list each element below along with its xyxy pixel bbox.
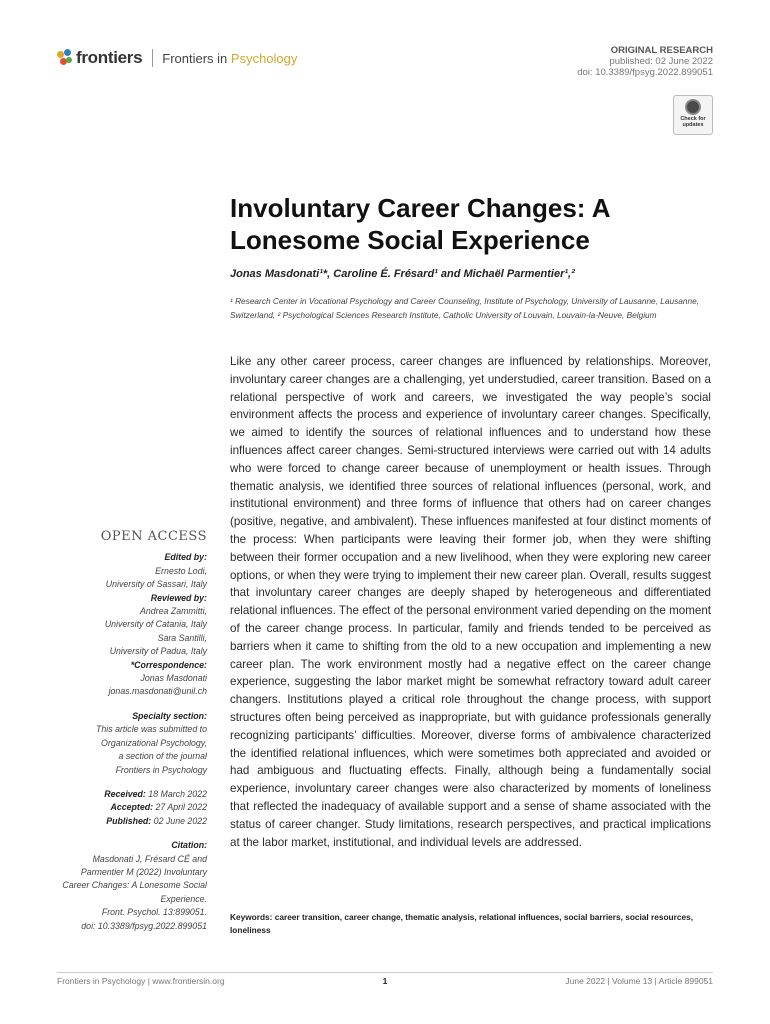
footer-journal-link[interactable]: Frontiers in Psychology | www.frontiersin.org <box>57 976 225 986</box>
article-authors: Jonas Masdonati¹*, Caroline É. Frésard¹ and Michaël Parmentier¹,² <box>230 268 575 280</box>
check-for-updates-icon <box>685 99 701 115</box>
citation-text: Experience. <box>160 893 207 904</box>
reviewer-name: Sara Santilli, <box>157 632 207 643</box>
journal-prefix: Frontiers in <box>162 50 231 66</box>
specialty-text: This article was submitted to <box>96 724 207 735</box>
article-sidebar <box>40 530 207 933</box>
published-label: Published: <box>106 815 152 826</box>
reviewer-affiliation: University of Catania, Italy <box>104 619 207 630</box>
published-value: 02 June 2022 <box>151 815 207 826</box>
citation-text: Parmentier M (2022) Involuntary <box>80 866 207 877</box>
article-meta <box>577 45 713 78</box>
keywords-label: Keywords: <box>230 912 273 922</box>
brand-header <box>57 47 297 69</box>
citation-doi[interactable]: doi: 10.3389/fpsyg.2022.899051 <box>81 920 207 931</box>
received-label: Received: <box>104 788 146 799</box>
received-value: 18 March 2022 <box>145 788 207 799</box>
citation-text: Masdonati J, Frésard CÉ and <box>92 853 207 864</box>
citation-text: Career Changes: A Lonesome Social <box>62 880 207 891</box>
reviewer-affiliation: University of Padua, Italy <box>109 646 207 657</box>
keywords-list: career transition, career change, thematic analysis, relational influences, social barriers, social resources, loneliness <box>230 912 693 935</box>
specialty-text: Organizational Psychology, <box>101 737 207 748</box>
correspondence-label: *Correspondence: <box>130 659 207 670</box>
published-date: published: 02 June 2022 <box>609 56 713 67</box>
frontiers-logo-icon <box>57 49 73 67</box>
brand-divider <box>152 49 153 67</box>
page-footer <box>57 972 713 989</box>
frontiers-logo-text: frontiers <box>76 48 143 67</box>
footer-issue-info: June 2022 | Volume 13 | Article 899051 <box>565 976 713 986</box>
correspondence-email[interactable]: jonas.masdonati@unil.ch <box>108 686 207 697</box>
accepted-date <box>40 801 207 814</box>
article-type: ORIGINAL RESEARCH <box>610 45 713 56</box>
keywords <box>230 911 711 937</box>
edited-by-label: Edited by: <box>164 552 207 563</box>
published-date-sidebar <box>40 815 207 828</box>
page-number: 1 <box>382 976 388 986</box>
article-doi[interactable]: doi: 10.3389/fpsyg.2022.899051 <box>577 67 713 78</box>
correspondence-name: Jonas Masdonati <box>140 673 207 684</box>
citation-label: Citation: <box>171 840 207 851</box>
specialty-section-label: Specialty section: <box>132 710 207 721</box>
open-access-label: OPEN ACCESS <box>100 529 207 544</box>
author-affiliations: ¹ Research Center in Vocational Psychology and Career Counseling, Institute of Psychology, University of Lausanne, Lausanne, Switzerland, ² Psychological Sciences Research Institute, Catholic University of Louvain, Louvain-la-Neuve, Belgium <box>230 296 700 320</box>
accepted-value: 27 April 2022 <box>153 802 207 813</box>
accepted-label: Accepted: <box>110 802 154 813</box>
check-for-updates-badge[interactable] <box>673 95 713 135</box>
journal-accent: Psychology <box>230 50 298 66</box>
received-date <box>40 788 207 801</box>
specialty-text: a section of the journal <box>118 751 207 762</box>
reviewer-name: Andrea Zammitti, <box>140 606 207 617</box>
citation-text: Front. Psychol. 13:899051. <box>101 907 207 918</box>
editor-name: Ernesto Lodi, <box>155 565 207 576</box>
article-abstract: Like any other career process, career changes are influenced by relationships. Moreover, involuntary career changes are a challenging, yet understudied, career transition. Based on a relational perspective of work and careers, we investigated the way people’s social environment affects the process and experience of involuntary career changes. Specifically, we aimed to identify the sources of relational influences and to understand how these influences affect career changes. Semi-structured interviews were carried out with 14 adults who were forced to change career because of unemployment or health issues. Through thematic analysis, we identified three sources of relational influences (personal, work, and institutional environment) and three forms of influence that others had on career changes (positive, negative, and ambivalent). These influences manifested at four distinct moments of the process: When participants were leaving their former job, when they were shifting between their former occupation and a new livelihood, when they were exploring new career options, or when they were trying to implement their new career plan. Overall, results suggest that involuntary career changes are deeply shaped by heterogeneous and differentiated relational influences. The effect of the personal environment varied depending on the moment of the career change process. In particular, family and friends tended to be perceived as barriers when it came to shifting from the old to a new occupation and implementing a new career plan. The work environment mostly had a negative effect on the career change experience, suggesting the labor market might be somewhat refractory toward adult career changers. Institutions played a critical role throughout the change process, with support structures often being perceived as inappropriate, but with guidance professionals generally recognizing participants’ difficulties. Moreover, diverse forms of ambivalence characterized the identified relational influences, which were sometimes both appreciated and avoided or had ambiguous and fluctuating effects. Finally, although being a fundamentally social experience, involuntary career changes were also characterized by moments of loneliness that reflected the inadequacy of available support and a sense of shame associated with the status of career changer. Study limitations, research perspectives, and practical implications at the labor market, institutional, and individual levels are addressed. <box>230 355 711 849</box>
reviewed-by-label: Reviewed by: <box>150 592 207 603</box>
check-for-updates-label: Check for updates <box>680 116 706 128</box>
editor-affiliation: University of Sassari, Italy <box>105 579 207 590</box>
specialty-text: Frontiers in Psychology <box>115 764 207 775</box>
journal-name[interactable] <box>162 51 297 66</box>
article-title: Involuntary Career Changes: A Lonesome Social Experience <box>230 193 610 255</box>
